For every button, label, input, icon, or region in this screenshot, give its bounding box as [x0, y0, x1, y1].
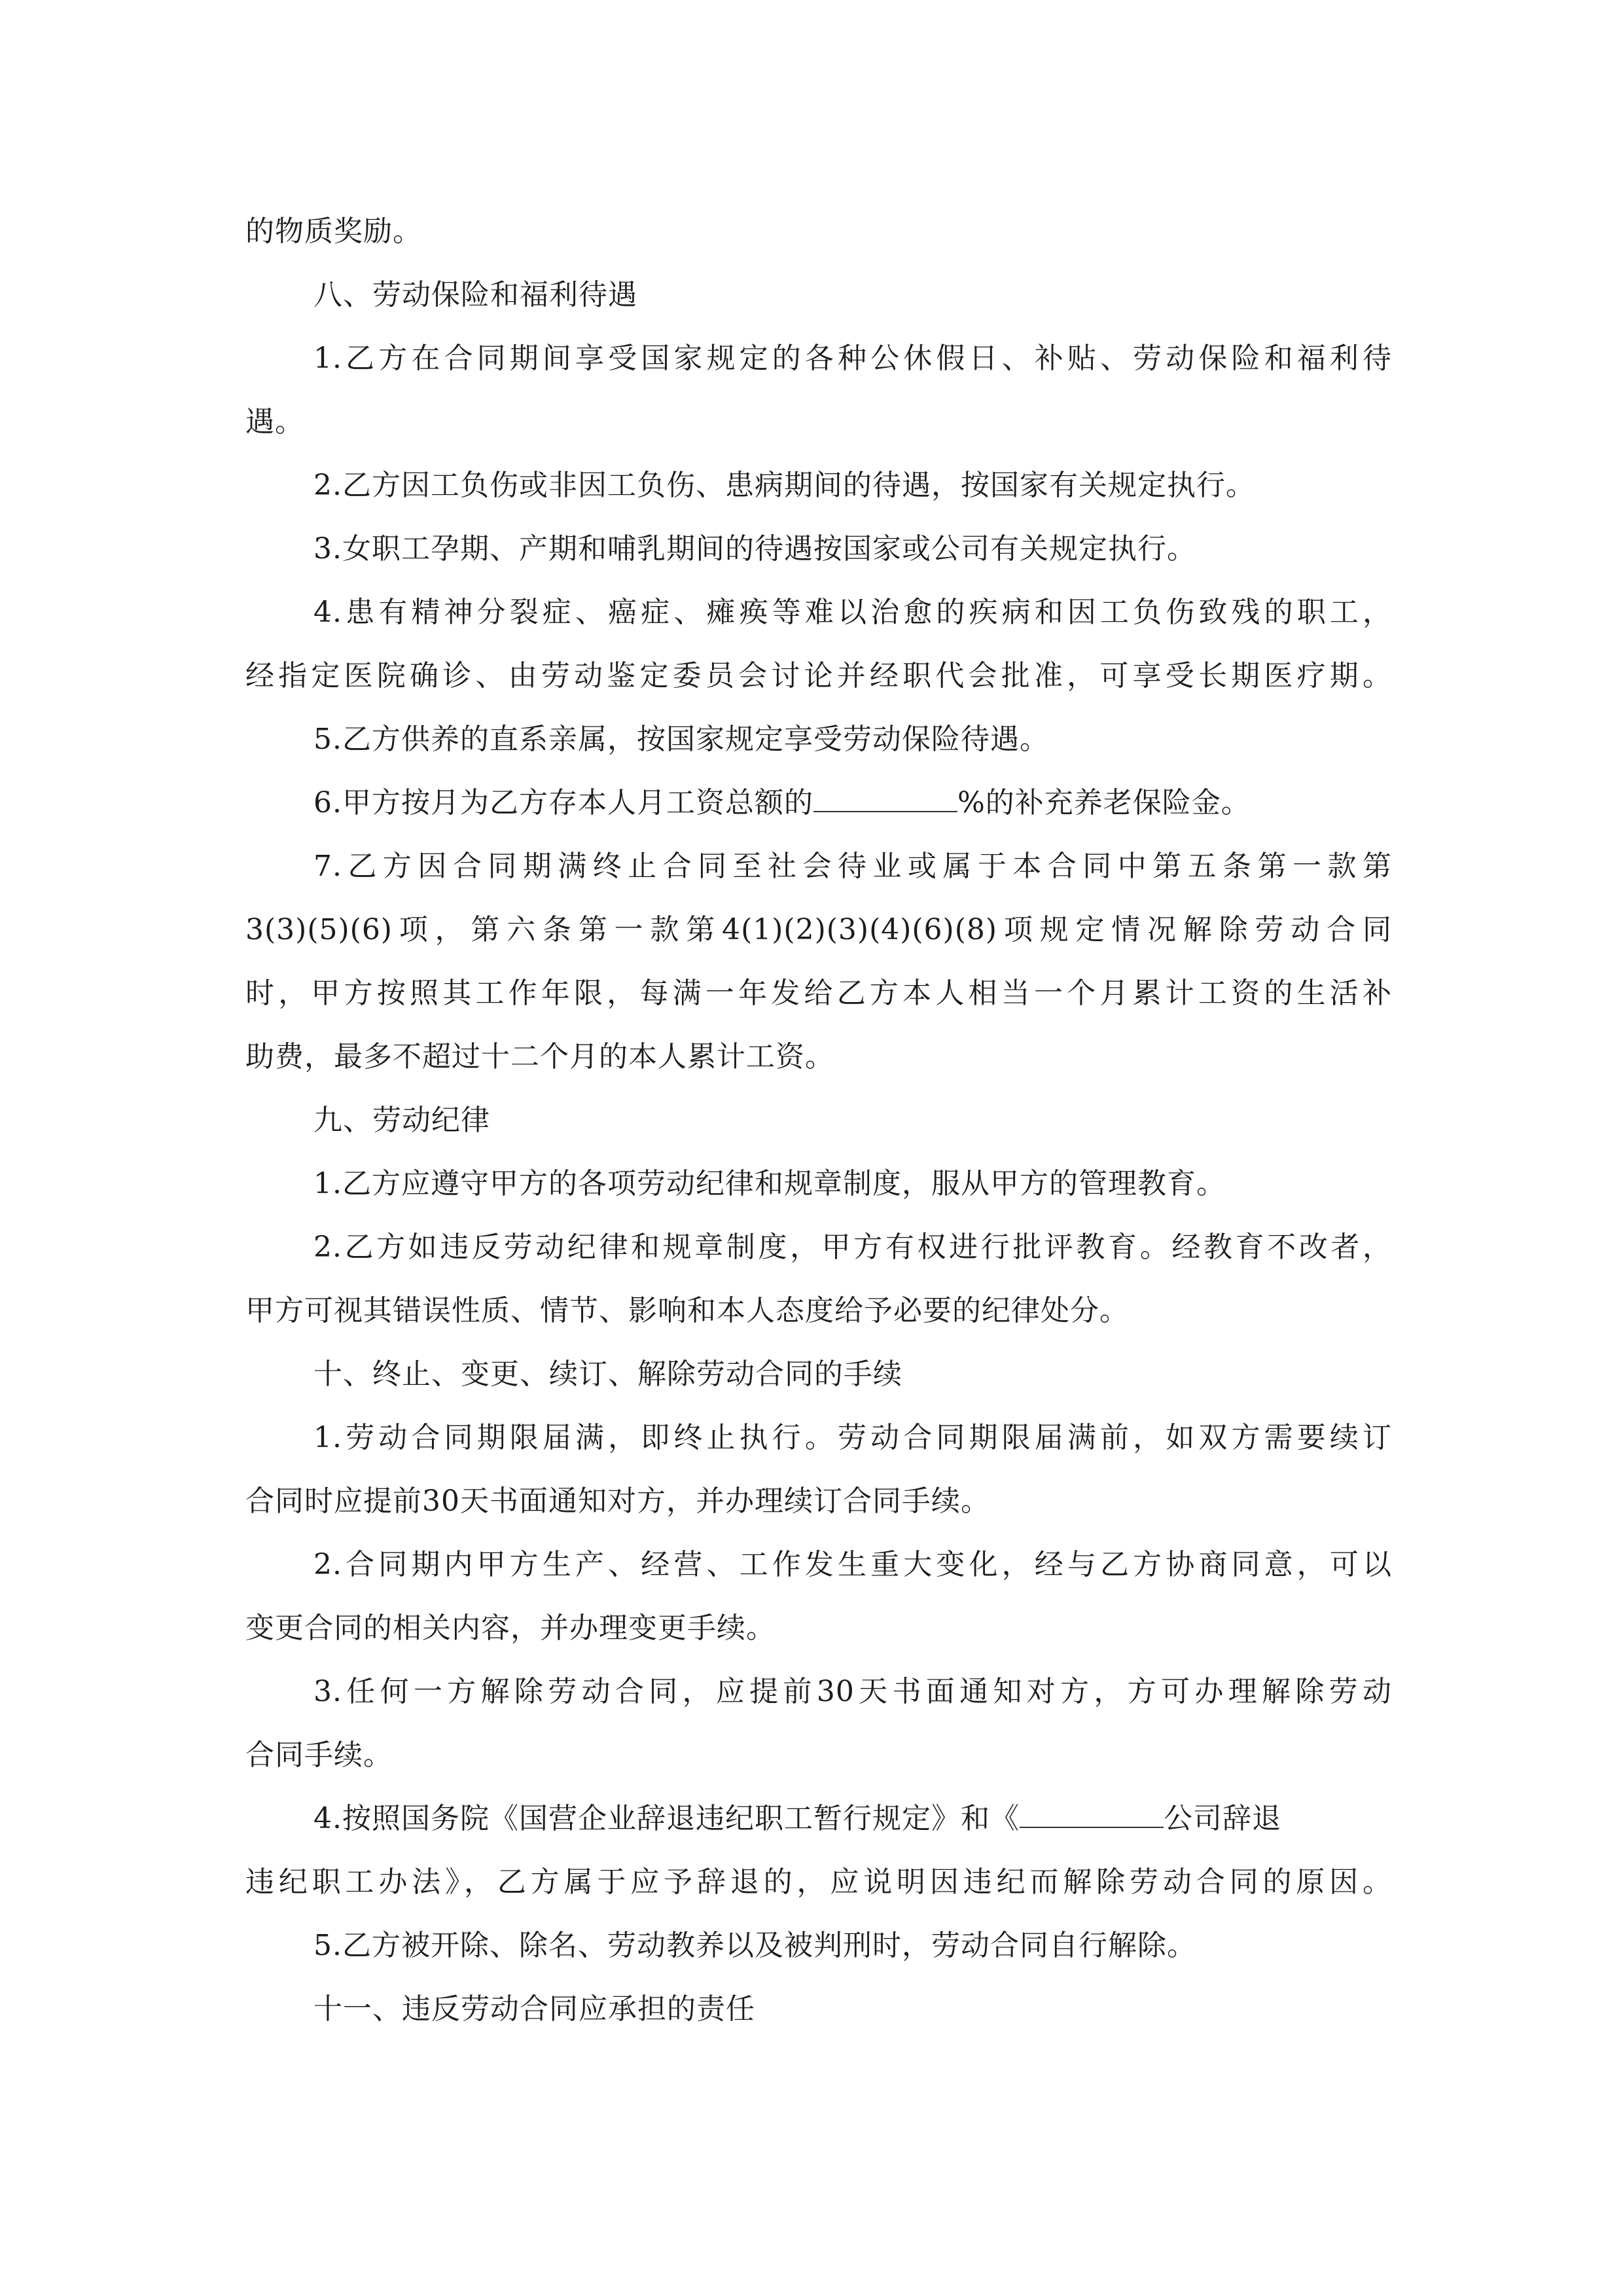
text-line: 合同手续。: [245, 1738, 393, 1772]
pension-percent-blank[interactable]: [813, 789, 957, 812]
text-line: 1.劳动合同期限届满，即终止执行。劳动合同期限届满前，如双方需要续订: [313, 1421, 1392, 1454]
pension-text-after: %的补充养老保险金。: [957, 786, 1251, 819]
text-line: 合同时应提前30天书面通知对方，并办理续订合同手续。: [245, 1484, 990, 1518]
text-line: 时，甲方按照其工作年限，每满一年发给乙方本人相当一个月累计工资的生活补: [245, 977, 1392, 1010]
text-line: 7.乙方因合同期满终止合同至社会待业或属于本合同中第五条第一款第: [313, 850, 1392, 883]
section-heading: 九、劳动纪律: [313, 1103, 490, 1137]
text-line: 甲方可视其错误性质、情节、影响和本人态度给予必要的纪律处分。: [245, 1294, 1129, 1327]
text-line: 1.乙方应遵守甲方的各项劳动纪律和规章制度，服从甲方的管理教育。: [313, 1167, 1226, 1200]
pension-line: [245, 771, 1392, 834]
document-body: [245, 200, 1392, 2041]
text-line: 5.乙方供养的直系亲属，按国家规定享受劳动保险待遇。: [313, 723, 1049, 756]
dismissal-line: [245, 1787, 1392, 1850]
company-name-blank[interactable]: [1020, 1804, 1164, 1828]
text-line: 2.合同期内甲方生产、经营、工作发生重大变化，经与乙方协商同意，可以: [313, 1548, 1392, 1581]
text-line: 2.乙方如违反劳动纪律和规章制度，甲方有权进行批评教育。经教育不改者，: [313, 1230, 1392, 1264]
text-line: 3.女职工孕期、产期和哺乳期间的待遇按国家或公司有关规定执行。: [313, 532, 1196, 565]
text-line: 的物质奖励。: [245, 215, 422, 248]
text-line: 2.乙方因工负伤或非因工负伤、患病期间的待遇，按国家有关规定执行。: [313, 469, 1255, 502]
text-line: 1.乙方在合同期间享受国家规定的各种公休假日、补贴、劳动保险和福利待: [313, 342, 1392, 375]
text-line: 3(3)(5)(6)项，第六条第一款第4(1)(2)(3)(4)(6)(8)项规定情况解除劳动合同: [245, 913, 1392, 946]
section-heading: 十一、违反劳动合同应承担的责任: [313, 1992, 755, 2026]
text-line: 助费，最多不超过十二个月的本人累计工资。: [245, 1040, 834, 1073]
text-line: 3.任何一方解除劳动合同，应提前30天书面通知对方，方可办理解除劳动: [313, 1675, 1392, 1708]
text-line: 遇。: [245, 405, 304, 439]
text-line: 违纪职工办法》，乙方属于应予辞退的，应说明因违纪而解除劳动合同的原因。: [245, 1865, 1392, 1899]
section-heading: 八、劳动保险和福利待遇: [313, 278, 637, 312]
dismissal-text-before: 4.按照国务院《国营企业辞退违纪职工暂行规定》和《: [313, 1802, 1020, 1835]
text-line: 经指定医院确诊、由劳动鉴定委员会讨论并经职代会批准，可享受长期医疗期。: [245, 659, 1392, 692]
pension-text-before: 6.甲方按月为乙方存本人月工资总额的: [313, 786, 813, 819]
text-line: 4.患有精神分裂症、癌症、瘫痪等难以治愈的疾病和因工负伤致残的职工，: [313, 596, 1392, 629]
text-line: 5.乙方被开除、除名、劳动教养以及被判刑时，劳动合同自行解除。: [313, 1929, 1196, 1962]
section-heading: 十、终止、变更、续订、解除劳动合同的手续: [313, 1357, 902, 1391]
dismissal-text-after: 公司辞退: [1163, 1802, 1281, 1835]
text-line: 变更合同的相关内容，并办理变更手续。: [245, 1611, 776, 1645]
